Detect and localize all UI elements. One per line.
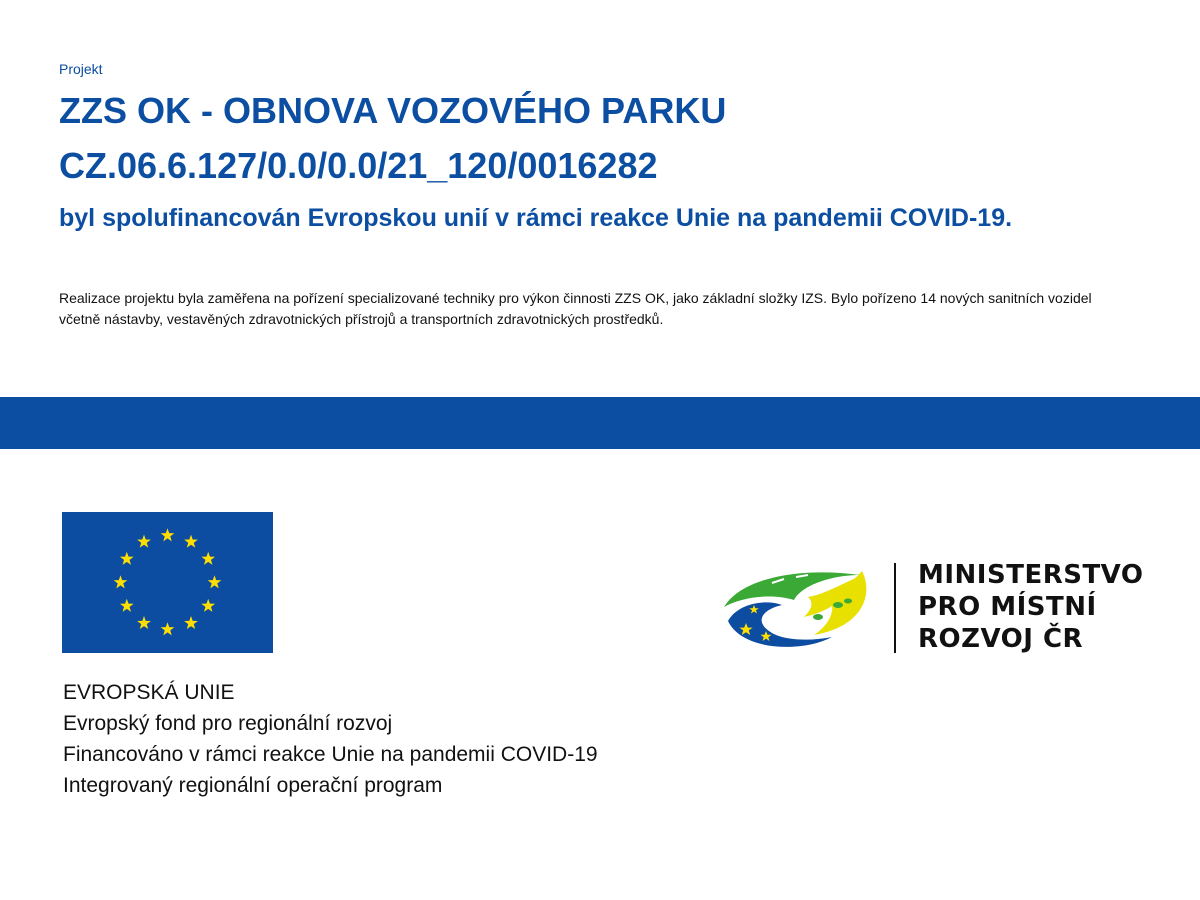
blue-band bbox=[0, 397, 1200, 449]
cofinancing-statement: byl spolufinancován Evropskou unií v rámci reakce Unie na pandemii COVID-19. bbox=[59, 204, 1013, 232]
eu-line: EVROPSKÁ UNIE bbox=[63, 681, 235, 704]
project-description: Realizace projektu byla zaměřena na pořízení specializované techniky pro výkon činnosti ZZS OK, jako základní složky IZS. Bylo pořízeno 14 nových sanitních vozidel včetně nástavby, vestavěných zdravotnických přístrojů a transportních zdravotnických prostředků. bbox=[59, 290, 1092, 327]
mmr-logo-icon bbox=[722, 565, 870, 650]
eu-line: Integrovaný regionální operační program bbox=[63, 774, 443, 797]
logo-divider bbox=[894, 563, 896, 653]
page-title: ZZS OK - OBNOVA VOZOVÉHO PARKU bbox=[59, 90, 727, 131]
ministry-name bbox=[918, 559, 1143, 655]
eu-funding-text bbox=[63, 677, 598, 801]
ministry-line: PRO MÍSTNÍ bbox=[918, 592, 1097, 622]
eu-flag-icon bbox=[62, 512, 273, 653]
project-label: Projekt bbox=[59, 61, 103, 77]
eu-line: Financováno v rámci reakce Unie na pandemii COVID-19 bbox=[63, 743, 598, 766]
eu-line: Evropský fond pro regionální rozvoj bbox=[63, 712, 393, 735]
ministry-line: MINISTERSTVO bbox=[918, 560, 1144, 590]
ministry-line: ROZVOJ ČR bbox=[918, 624, 1084, 654]
project-code: CZ.06.6.127/0.0/0.0/21_120/0016282 bbox=[59, 145, 658, 186]
